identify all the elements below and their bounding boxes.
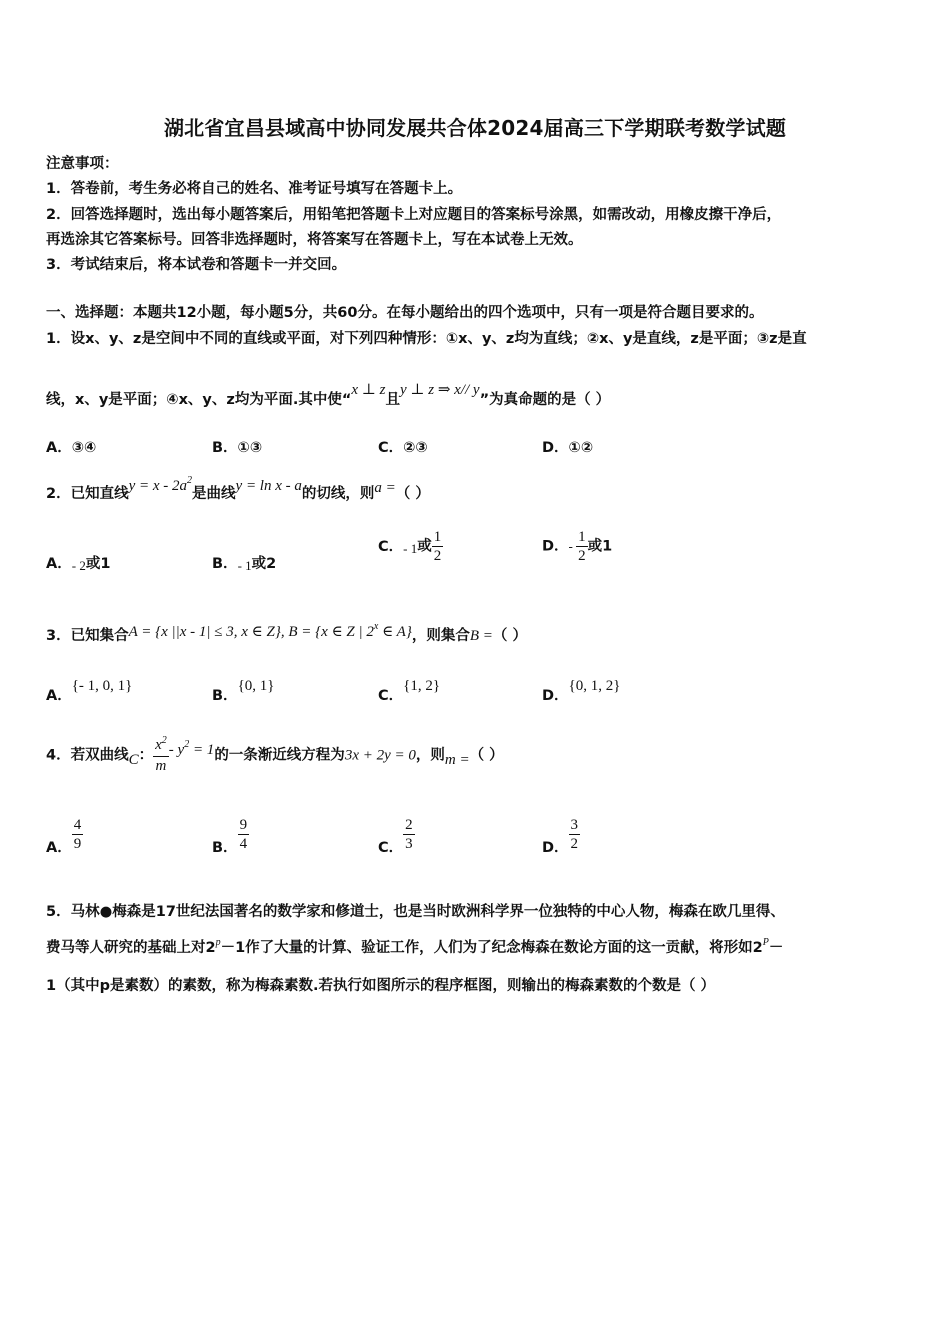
- notice-item-2-line-1: 2．回答选择题时，选出每小题答案后，用铅笔把答题卡上对应题目的答案标号涂黑，如需改动，用橡皮擦干净后，: [46, 207, 782, 223]
- q3-prefix: 3．已知集合: [46, 628, 129, 644]
- notice-item-2-line-2: 再选涂其它答案标号。回答非选择题时，将答案写在答题卡上，写在本试卷上无效。: [46, 232, 583, 248]
- q3-suffix-a: ，则集合: [411, 628, 470, 644]
- q4-mid: 的一条渐近线方程为: [214, 747, 345, 764]
- q3-b-equals: B =: [469, 628, 493, 644]
- q4-suffix-b: （ ）: [469, 747, 504, 764]
- q2-option-c[interactable]: C．- 1或 $\frac{1}{2}$: [378, 529, 442, 564]
- q3-suffix-b: （ ）: [492, 628, 527, 644]
- q1-text-b: ”为真命题的是（ ）: [479, 392, 611, 408]
- q4-rest: - $y^2 = 1$: [168, 738, 215, 758]
- q4-curve-name: C: [128, 751, 139, 768]
- q1-option-d[interactable]: D．①②: [542, 440, 594, 456]
- q1-option-a[interactable]: A．③④: [46, 440, 97, 456]
- q1-stem-line-1: 1．设x、y、z是空间中不同的直线或平面，对下列四种情形：①x、y、z均为直线；②x、y是直线，z是平面；③z是直: [46, 331, 807, 347]
- q1-text-a: 线，x、y是平面；④x、y、z均为平面.其中使“: [46, 392, 352, 408]
- q2-suffix-b: （ ）: [395, 486, 430, 502]
- notice-heading: 注意事项：: [46, 156, 119, 172]
- q2-option-b[interactable]: B．- 1或2: [212, 556, 277, 573]
- q5-stem-line-2: 费马等人研究的基础上对$2^p-1$作了大量的计算、验证工作，人们为了纪念梅森在数论方面的这一贡献，将形如$2^P-$: [46, 937, 784, 956]
- q4-option-d[interactable]: D． $\frac{3}{2}$: [542, 817, 579, 856]
- q4-fraction: $\frac{x^2}{m}$: [155, 735, 167, 774]
- notice-item-3: 3．考试结束后，将本试卷和答题卡一并交回。: [46, 257, 347, 273]
- q5-stem-line-3: 1（其中p是素数）的素数，称为梅森素数.若执行如图所示的程序框图，则输出的梅森素数的个数是（ ）: [46, 978, 716, 994]
- q2-line-equation: $y = x - 2a^2$: [128, 475, 193, 494]
- q2-stem: [46, 475, 430, 503]
- q2-curve-equation: y = ln x - a: [235, 478, 302, 494]
- q4-prefix: 4．若双曲线: [46, 747, 129, 764]
- q1-option-b[interactable]: B．①③: [212, 440, 263, 456]
- q5-stem-line-1: 5．马林●梅森是17世纪法国著名的数学家和修道士，也是当时欧洲科学界一位独特的中心人物，梅森在欧几里得、: [46, 904, 785, 920]
- q2-mid: 是曲线: [192, 486, 236, 502]
- section-heading: 一、选择题：本题共12小题，每小题5分，共60分。在每小题给出的四个选项中，只有一项是符合题目要求的。: [46, 305, 764, 321]
- q2-option-a[interactable]: A．- 2或1: [46, 556, 111, 573]
- q4-m-equals: m =: [444, 751, 470, 768]
- q1-stem-line-2: [46, 382, 611, 409]
- q1-condition-2: y ⊥ z ⇒ x// y: [399, 382, 480, 398]
- q3-option-a[interactable]: A．{- 1, 0, 1}: [46, 678, 133, 704]
- q3-stem: [46, 621, 527, 645]
- q1-and: 且: [385, 392, 400, 408]
- q4-stem: 4．若双曲线C： $\frac{x^2}{m}$ - $y^2 = 1$的一条渐近线方程为3x + 2y = 0，则m =（ ）: [46, 735, 504, 774]
- q4-asymptote: 3x + 2y = 0: [344, 747, 416, 764]
- q2-a-equals: a =: [374, 480, 396, 496]
- q4-option-c[interactable]: C． $\frac{2}{3}$: [378, 817, 413, 856]
- q2-suffix-a: 的切线，则: [301, 486, 375, 502]
- q3-option-c[interactable]: C．{1, 2}: [378, 678, 441, 704]
- q2-option-d[interactable]: D．- $\frac{1}{2}$ 或1: [542, 529, 613, 564]
- page-title: 湖北省宜昌县域高中协同发展共合体2024届高三下学期联考数学试题: [163, 116, 787, 140]
- q2-prefix: 2．已知直线: [46, 486, 129, 502]
- q1-condition-1: x ⊥ z: [351, 382, 386, 398]
- q4-option-a[interactable]: A． $\frac{4}{9}$: [46, 817, 82, 856]
- q3-set-definition: A = {x ||x - 1| ≤ 3, x ∈ Z}, B = {x ∈ Z | 2$^x$ ∈ A}: [128, 621, 412, 640]
- q3-option-d[interactable]: D．{0, 1, 2}: [542, 678, 621, 704]
- q3-option-b[interactable]: B．{0, 1}: [212, 678, 275, 704]
- notice-item-1: 1．答卷前，考生务必将自己的姓名、准考证号填写在答题卡上。: [46, 181, 463, 197]
- q1-option-c[interactable]: C．②③: [378, 440, 428, 456]
- q4-suffix-a: ，则: [415, 747, 445, 764]
- q4-option-b[interactable]: B． $\frac{9}{4}$: [212, 817, 248, 856]
